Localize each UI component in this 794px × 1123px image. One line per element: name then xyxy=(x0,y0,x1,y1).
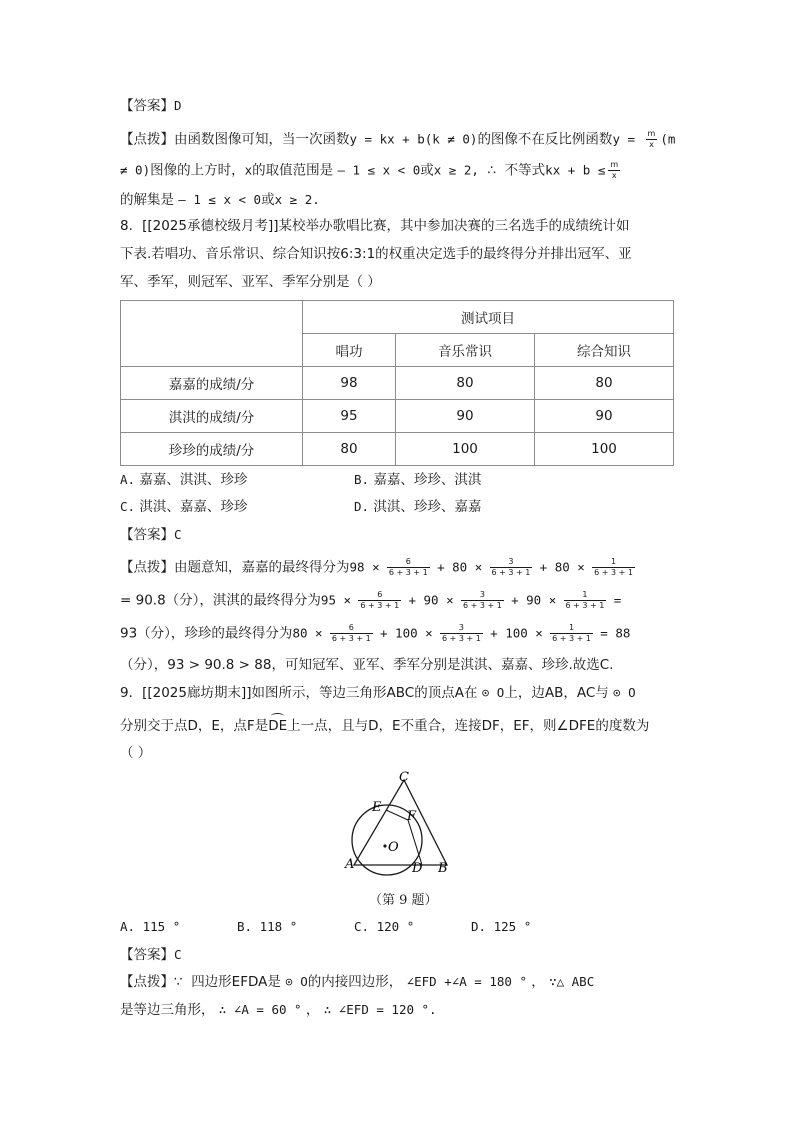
q7-hint-line-1 xyxy=(120,129,675,150)
denominator: 6 + 3 + 1 xyxy=(491,568,531,577)
math-expression: y = kx + b(k ≠ 0) xyxy=(349,131,478,147)
q7-answer-line xyxy=(120,96,182,116)
question-text: 分别交于点D，E，点F是 xyxy=(120,718,269,734)
denominator: 6 + 3 + 1 xyxy=(360,601,400,610)
q9-stem-line-3: （ ） xyxy=(120,745,152,761)
option-c xyxy=(354,917,414,937)
q8-stem-line-3: 军、季军，则冠军、亚军、季军分别是（ ） xyxy=(120,274,381,290)
option-letter: C. xyxy=(120,499,136,514)
source-name: 廊坊期末 xyxy=(186,685,241,701)
option-letter: A. xyxy=(120,472,136,487)
q8-hint-line-2 xyxy=(120,590,621,611)
question-text: 上一点，且与D，E不重合，连接DF，EF，则∠DFE的度数为 xyxy=(287,718,650,734)
math-expression: + 100 × xyxy=(380,625,433,641)
hint-text: 四边形EFDA是 xyxy=(191,974,281,990)
table-cell: 98 xyxy=(303,367,396,400)
question-text: ]某校举办歌唱比赛，其中参加决赛的三名选手的成绩统计如 xyxy=(273,218,630,234)
table-cell: 80 xyxy=(535,367,674,400)
column-header: 唱功 xyxy=(303,334,396,367)
source-year: [2025 xyxy=(147,685,187,701)
denominator: 6 + 3 + 1 xyxy=(594,568,633,577)
question-number: 8．[ xyxy=(120,218,148,234)
question-text: 上，边AB，AC与 xyxy=(504,685,609,701)
option-text: 淇淇、嘉嘉、珍珍 xyxy=(139,499,248,515)
hint-text: 的取值范围是 xyxy=(252,162,334,179)
source-name: 承德校级月考 xyxy=(186,218,268,234)
q7-hint-line-3 xyxy=(120,190,320,210)
hint-tag: 【点拨】 xyxy=(120,131,174,148)
question-text: ]如图所示，等边三角形ABC的顶点A在 xyxy=(246,685,478,701)
math-expression: ∴ ∠EFD = 120 ° xyxy=(323,1002,430,1017)
math-expression: . xyxy=(429,1002,437,1017)
denominator: 6 + 3 + 1 xyxy=(552,634,591,643)
label-a: A xyxy=(345,857,355,872)
q8-stem-line-1 xyxy=(120,216,630,236)
q9-hint-line-1 xyxy=(120,972,594,992)
option-text: 115 ° xyxy=(142,919,181,934)
table-cell: 90 xyxy=(396,400,535,433)
hint-text: ， xyxy=(305,1002,320,1018)
q9-hint-line-2 xyxy=(120,1000,437,1020)
arc-de: DE xyxy=(268,718,288,734)
fraction-weight-1 xyxy=(564,590,607,611)
option-text: 120 ° xyxy=(376,919,415,934)
because-symbol: ∵ xyxy=(174,974,183,990)
q8-hint-line-4: （分），93 > 90.8 > 88，可知冠军、亚军、季军分别是淇淇、嘉嘉、珍珍.故选C. xyxy=(120,657,614,673)
hint-text: 由函数图像可知，当一次函数 xyxy=(174,131,350,148)
q9-stem-line-2 xyxy=(120,716,649,736)
answer-value: C xyxy=(174,527,182,542)
option-b xyxy=(354,470,481,490)
option-letter: D. xyxy=(354,499,370,514)
option-d xyxy=(354,497,481,517)
table-row xyxy=(121,433,674,466)
source-year: [2025 xyxy=(147,218,187,234)
answer-tag: 【答案】 xyxy=(120,98,174,114)
hint-text: 是等边三角形， xyxy=(120,1002,215,1018)
math-expression: (m xyxy=(660,131,676,147)
fraction-weight-1 xyxy=(550,623,593,644)
hint-text: 图像的上方时， xyxy=(150,162,245,179)
segments-ef-fd xyxy=(386,810,422,865)
circle-o-symbol: ⊙ O xyxy=(481,685,505,700)
center-point-o xyxy=(383,844,386,847)
numerator: m xyxy=(610,160,619,169)
row-header: 淇淇的成绩/分 xyxy=(121,400,303,433)
option-b xyxy=(237,917,297,937)
option-text: 118 ° xyxy=(259,919,298,934)
hint-text: = 90.8（分），淇淇的最终得分为 xyxy=(120,592,321,609)
hint-text: 的图像不在反比例函数 xyxy=(477,131,613,148)
therefore-symbol: ∴ xyxy=(487,162,497,179)
answer-tag: 【答案】 xyxy=(120,527,174,543)
hint-text: ， xyxy=(531,974,545,990)
label-e: E xyxy=(372,800,382,815)
math-expression: y = xyxy=(612,131,643,147)
table-cell: 100 xyxy=(535,433,674,466)
fraction-m-over-x xyxy=(608,160,620,181)
q9-answer-line xyxy=(120,945,182,965)
row-header: 嘉嘉的成绩/分 xyxy=(121,367,303,400)
denominator: 6 + 3 + 1 xyxy=(565,601,605,610)
option-letter: B. xyxy=(354,472,370,487)
row-header: 珍珍的成绩/分 xyxy=(121,433,303,466)
hint-text: 或 xyxy=(261,192,275,208)
fraction-weight-6 xyxy=(358,590,401,611)
column-header: 综合知识 xyxy=(535,334,674,367)
table-cell: 100 xyxy=(396,433,535,466)
hint-text: 不等式 xyxy=(504,162,546,179)
q9-stem-line-1 xyxy=(120,683,636,703)
figure-caption: （第 9 题） xyxy=(369,893,438,908)
label-b: B xyxy=(438,861,448,876)
column-header: 音乐常识 xyxy=(396,334,535,367)
math-expression: – 1 ≤ x < 0 xyxy=(178,192,262,207)
q8-hint-line-3 xyxy=(120,623,630,644)
fraction-weight-6 xyxy=(387,557,430,578)
fraction-weight-3 xyxy=(461,590,504,611)
option-letter: C. xyxy=(354,919,370,934)
option-letter: A. xyxy=(120,919,136,934)
table-cell: 80 xyxy=(396,367,535,400)
hint-text: 的内接四边形， xyxy=(307,974,403,990)
circle-o-symbol: ⊙ O xyxy=(285,974,308,989)
denominator: 6 + 3 + 1 xyxy=(331,634,371,643)
math-expression: ∠EFD +∠A = 180 ° xyxy=(406,974,527,989)
source-bracket: ] xyxy=(240,685,247,701)
numerator: 1 xyxy=(582,590,588,599)
q7-hint-line-2 xyxy=(120,160,623,181)
geometry-figure xyxy=(336,768,456,880)
math-expression: + 90 × xyxy=(511,592,557,608)
math-expression: 95 × xyxy=(320,592,352,608)
q8-hint-line-1 xyxy=(120,557,638,578)
math-expression: = xyxy=(613,592,622,608)
math-expression: ≠ 0) xyxy=(120,162,151,178)
math-expression: + 100 × xyxy=(490,625,543,641)
math-expression: ∵△ ABC xyxy=(549,974,595,989)
fraction-weight-3 xyxy=(440,623,483,644)
option-text: 嘉嘉、淇淇、珍珍 xyxy=(139,472,248,488)
table-group-header: 测试项目 xyxy=(303,301,674,334)
denominator: x xyxy=(646,139,658,150)
math-expression: + 90 × xyxy=(408,592,454,608)
q8-answer-line xyxy=(120,525,182,545)
question-number: 9．[ xyxy=(120,685,148,701)
numerator: 3 xyxy=(508,557,514,566)
math-expression: x ≥ 2, xyxy=(433,162,479,178)
option-letter: D. xyxy=(471,919,487,934)
math-expression: x ≥ 2. xyxy=(274,192,320,207)
math-expression: x xyxy=(244,162,253,178)
score-table xyxy=(120,300,674,466)
fraction-weight-6 xyxy=(330,623,373,644)
option-text: 淇淇、珍珍、嘉嘉 xyxy=(373,499,482,515)
hint-text: 的解集是 xyxy=(120,192,174,208)
math-expression: + 80 × xyxy=(539,559,585,575)
label-o: O xyxy=(388,840,399,855)
option-letter: B. xyxy=(237,919,253,934)
denominator: 6 + 3 + 1 xyxy=(388,568,428,577)
fraction-weight-1 xyxy=(592,557,635,578)
numerator: 1 xyxy=(611,557,617,566)
answer-value: D xyxy=(174,98,182,113)
answer-value: C xyxy=(174,947,182,962)
math-expression: + 80 × xyxy=(437,559,483,575)
hint-text: 93（分），珍珍的最终得分为 xyxy=(120,625,293,642)
label-c: C xyxy=(399,770,409,785)
answer-tag: 【答案】 xyxy=(120,947,174,963)
numerator: 1 xyxy=(569,623,575,632)
math-expression: 80 × xyxy=(292,625,323,641)
math-expression: = 88 xyxy=(600,625,631,641)
table-row xyxy=(121,367,674,400)
circle-o-symbol: ⊙ O xyxy=(613,685,636,700)
option-d xyxy=(471,917,531,937)
option-a xyxy=(120,470,247,490)
denominator: x xyxy=(608,170,620,181)
fraction-m-over-x xyxy=(646,129,658,150)
numerator: 3 xyxy=(458,623,464,632)
table-cell: 95 xyxy=(303,400,396,433)
label-f: F xyxy=(407,809,417,824)
hint-text: 由题意知，嘉嘉的最终得分为 xyxy=(174,559,350,576)
option-c xyxy=(120,497,247,517)
fraction-weight-3 xyxy=(490,557,533,578)
table-cell: 80 xyxy=(303,433,396,466)
option-a xyxy=(120,917,180,937)
hint-tag: 【点拨】 xyxy=(120,974,174,990)
math-expression: kx + b ≤ xyxy=(545,162,606,178)
numerator: m xyxy=(647,129,656,138)
math-expression: 98 × xyxy=(349,559,380,575)
hint-text: 或 xyxy=(420,162,434,179)
denominator: 6 + 3 + 1 xyxy=(462,601,502,610)
numerator: 6 xyxy=(405,557,411,566)
table-corner-cell xyxy=(121,301,303,367)
table-cell: 90 xyxy=(535,400,674,433)
option-text: 嘉嘉、珍珍、淇淇 xyxy=(373,472,482,488)
math-expression: ∴ ∠A = 60 ° xyxy=(218,1002,302,1017)
hint-tag: 【点拨】 xyxy=(120,559,174,576)
numerator: 6 xyxy=(348,623,354,632)
source-bracket: ] xyxy=(267,218,274,234)
numerator: 6 xyxy=(377,590,383,599)
option-text: 125 ° xyxy=(493,919,532,934)
math-expression: – 1 ≤ x < 0 xyxy=(337,162,421,178)
table-header-row xyxy=(121,301,674,334)
label-d: D xyxy=(412,861,423,876)
denominator: 6 + 3 + 1 xyxy=(441,634,481,643)
numerator: 3 xyxy=(479,590,485,599)
equilateral-triangle-abc xyxy=(354,780,447,865)
q8-stem-line-2: 下表.若唱功、音乐常识、综合知识按6:3:1的权重决定选手的最终得分并排出冠军、亚 xyxy=(120,246,632,262)
table-row xyxy=(121,400,674,433)
